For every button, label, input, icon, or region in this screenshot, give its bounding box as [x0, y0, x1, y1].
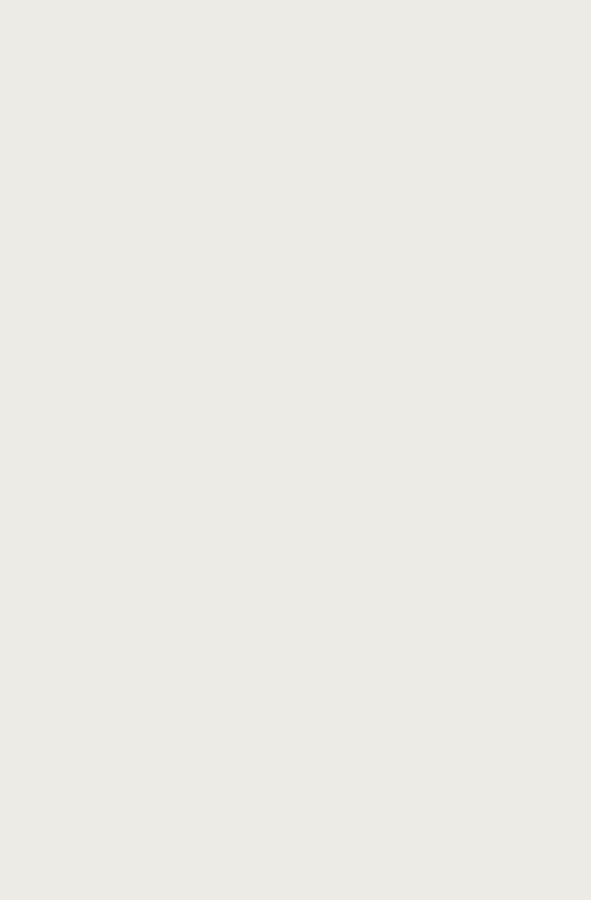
- figure-60: [0, 150, 591, 590]
